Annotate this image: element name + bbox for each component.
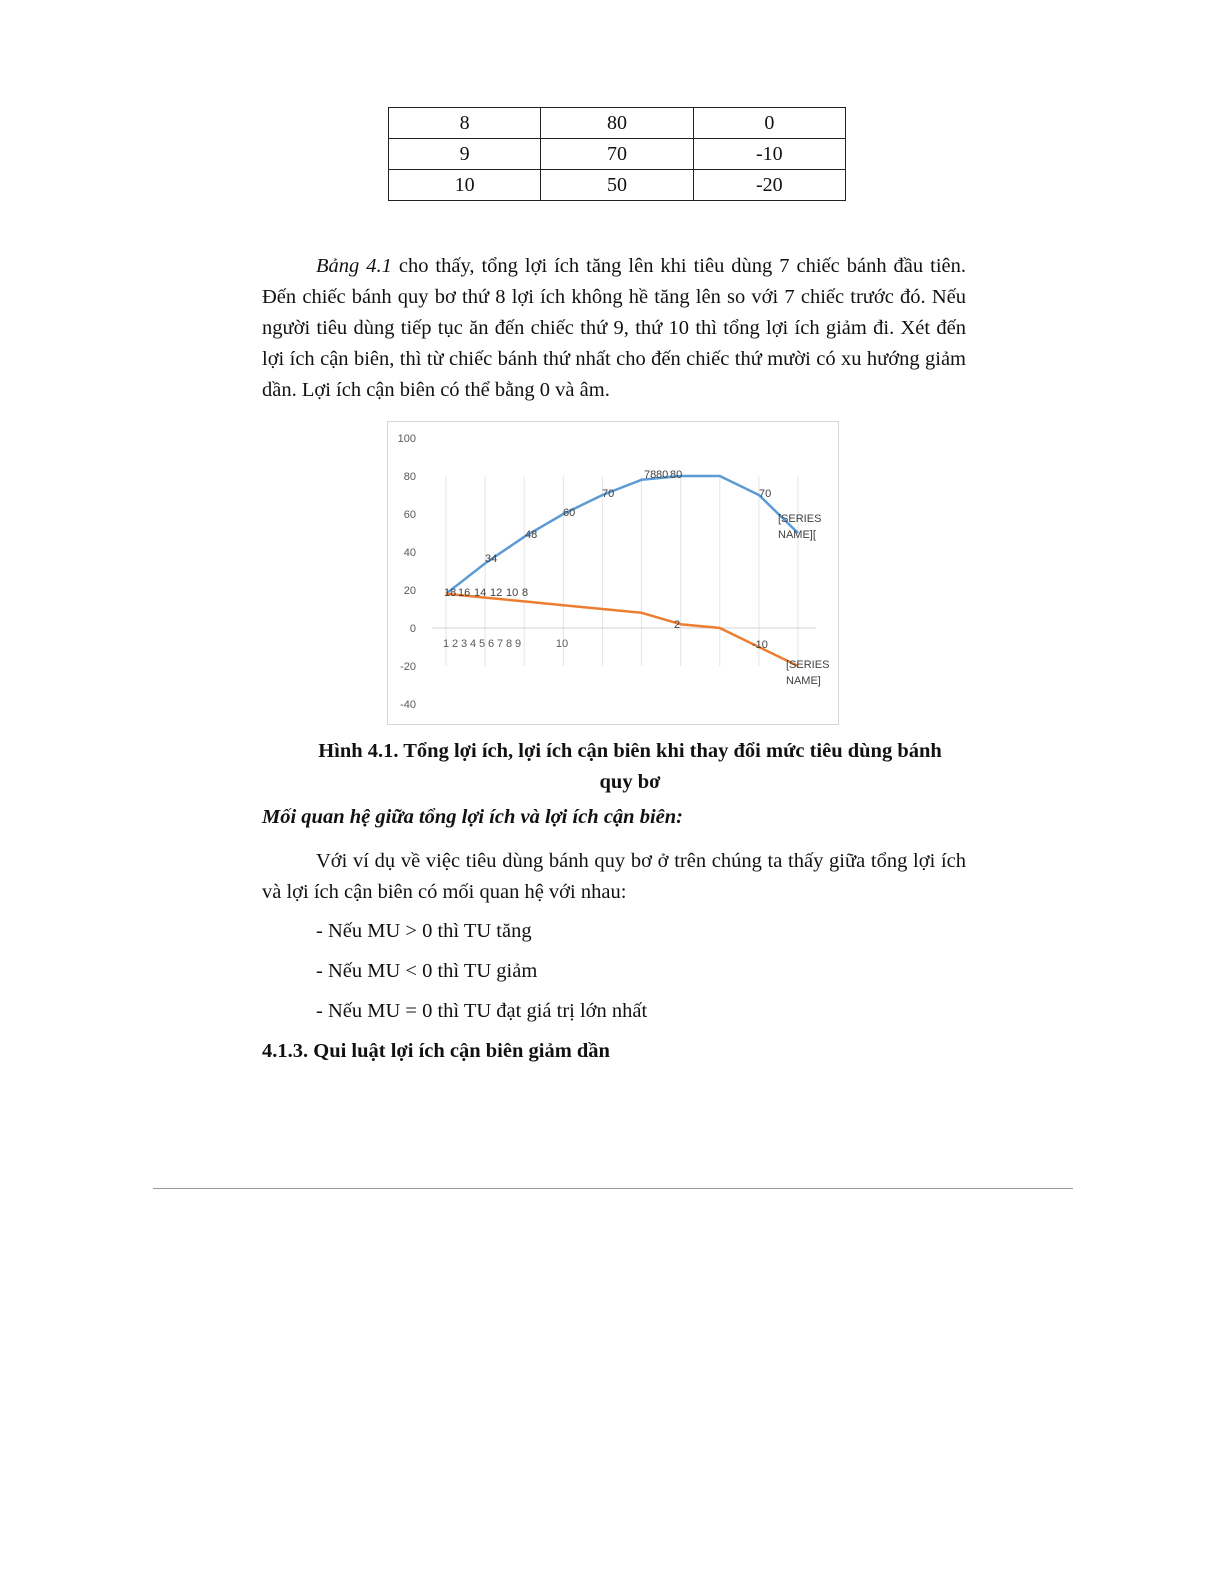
- table-cell: -10: [693, 139, 845, 170]
- total-data-label: 60: [563, 507, 576, 519]
- marginal-data-label: 8: [522, 587, 529, 599]
- body-paragraph: [262, 846, 966, 908]
- total-data-label: 80: [670, 469, 683, 481]
- x-tick-label: 10: [555, 638, 569, 650]
- marginal-series-name-label: NAME]: [786, 675, 821, 687]
- marginal-utility-line: [446, 594, 798, 666]
- x-tick-label: 5: [478, 638, 486, 650]
- x-tick-label: 1: [442, 638, 450, 650]
- marginal-series-name-label: [SERIES: [786, 659, 830, 671]
- marginal-data-label: 14: [474, 587, 487, 599]
- subheading: Mối quan hệ giữa tổng lợi ích và lợi ích cận biên:: [262, 806, 683, 828]
- table-row: [389, 139, 846, 170]
- table-cell: 80: [541, 108, 693, 139]
- x-tick-label: 8: [505, 638, 513, 650]
- marginal-data-label: -10: [752, 639, 768, 651]
- table-cell: 9: [389, 139, 541, 170]
- y-tick-label: -20: [400, 661, 416, 673]
- total-data-label: 18: [444, 587, 457, 599]
- x-tick-label: 2: [451, 638, 459, 650]
- paragraph-text: cho thấy, tổng lợi ích tăng lên khi tiêu dùng 7 chiếc bánh đầu tiên. Đến chiếc bánh quy bơ thứ 8 lợi ích không hề tăng lên so với 7 chiếc trước đó. Nếu người tiêu dùng tiếp tục ăn đến chiếc thứ 9, thứ 10 thì tổng lợi ích giảm đi. Xét đến lợi ích cận biên, thì từ chiếc bánh thứ nhất cho đến chiếc thứ mười có xu hướng giảm dần. Lợi ích cận biên có thể bằng 0 và âm.: [262, 255, 966, 401]
- total-series-name-label: NAME][: [778, 529, 816, 541]
- total-data-label: 34: [485, 553, 498, 565]
- y-tick-label: 60: [403, 509, 416, 521]
- footer-divider: [153, 1188, 1073, 1189]
- total-data-label: 48: [525, 529, 538, 541]
- utility-chart: [387, 421, 839, 725]
- chart-canvas: [388, 422, 838, 724]
- y-tick-label: 0: [409, 623, 416, 635]
- list-item: - Nếu MU > 0 thì TU tăng: [316, 920, 532, 942]
- list-item: - Nếu MU < 0 thì TU giảm: [316, 960, 538, 982]
- table-reference: Bảng 4.1: [316, 255, 392, 277]
- x-tick-label: 9: [514, 638, 522, 650]
- list-item: - Nếu MU = 0 thì TU đạt giá trị lớn nhất: [316, 1000, 648, 1022]
- table-cell: 0: [693, 108, 845, 139]
- marginal-data-label: 2: [674, 619, 681, 631]
- x-tick-label: 7: [496, 638, 504, 650]
- utility-table: [388, 107, 846, 201]
- total-data-label: 78: [644, 469, 657, 481]
- total-data-label: 80: [656, 469, 669, 481]
- total-series-name-label: [SERIES: [778, 513, 822, 525]
- x-tick-label: 6: [487, 638, 495, 650]
- paragraph-text: Với ví dụ về việc tiêu dùng bánh quy bơ ở trên chúng ta thấy giữa tổng lợi ích và lợi ích cận biên có mối quan hệ với nhau:: [262, 850, 966, 903]
- table-cell: 8: [389, 108, 541, 139]
- y-tick-label: 40: [403, 547, 416, 559]
- figure-caption: Hình 4.1. Tổng lợi ích, lợi ích cận biên khi thay đổi mức tiêu dùng bánh quy bơ: [318, 740, 942, 793]
- x-tick-label: 3: [460, 638, 468, 650]
- total-data-label: 70: [759, 488, 772, 500]
- table-cell: -20: [693, 170, 845, 201]
- table-cell: 10: [389, 170, 541, 201]
- marginal-data-label: 10: [506, 587, 519, 599]
- table-cell: 70: [541, 139, 693, 170]
- x-tick-label: 4: [469, 638, 477, 650]
- total-utility-line: [446, 476, 798, 594]
- y-tick-label: 100: [397, 433, 416, 445]
- section-heading: 4.1.3. Qui luật lợi ích cận biên giảm dần: [262, 1040, 610, 1062]
- table-cell: 50: [541, 170, 693, 201]
- y-tick-label: -40: [400, 699, 416, 711]
- table-row: [389, 108, 846, 139]
- y-tick-label: 20: [403, 585, 416, 597]
- marginal-data-label: 16: [458, 587, 471, 599]
- body-paragraph: [262, 251, 966, 406]
- total-data-label: 70: [602, 488, 615, 500]
- table-row: [389, 170, 846, 201]
- y-tick-label: 80: [403, 471, 416, 483]
- marginal-data-label: 12: [490, 587, 503, 599]
